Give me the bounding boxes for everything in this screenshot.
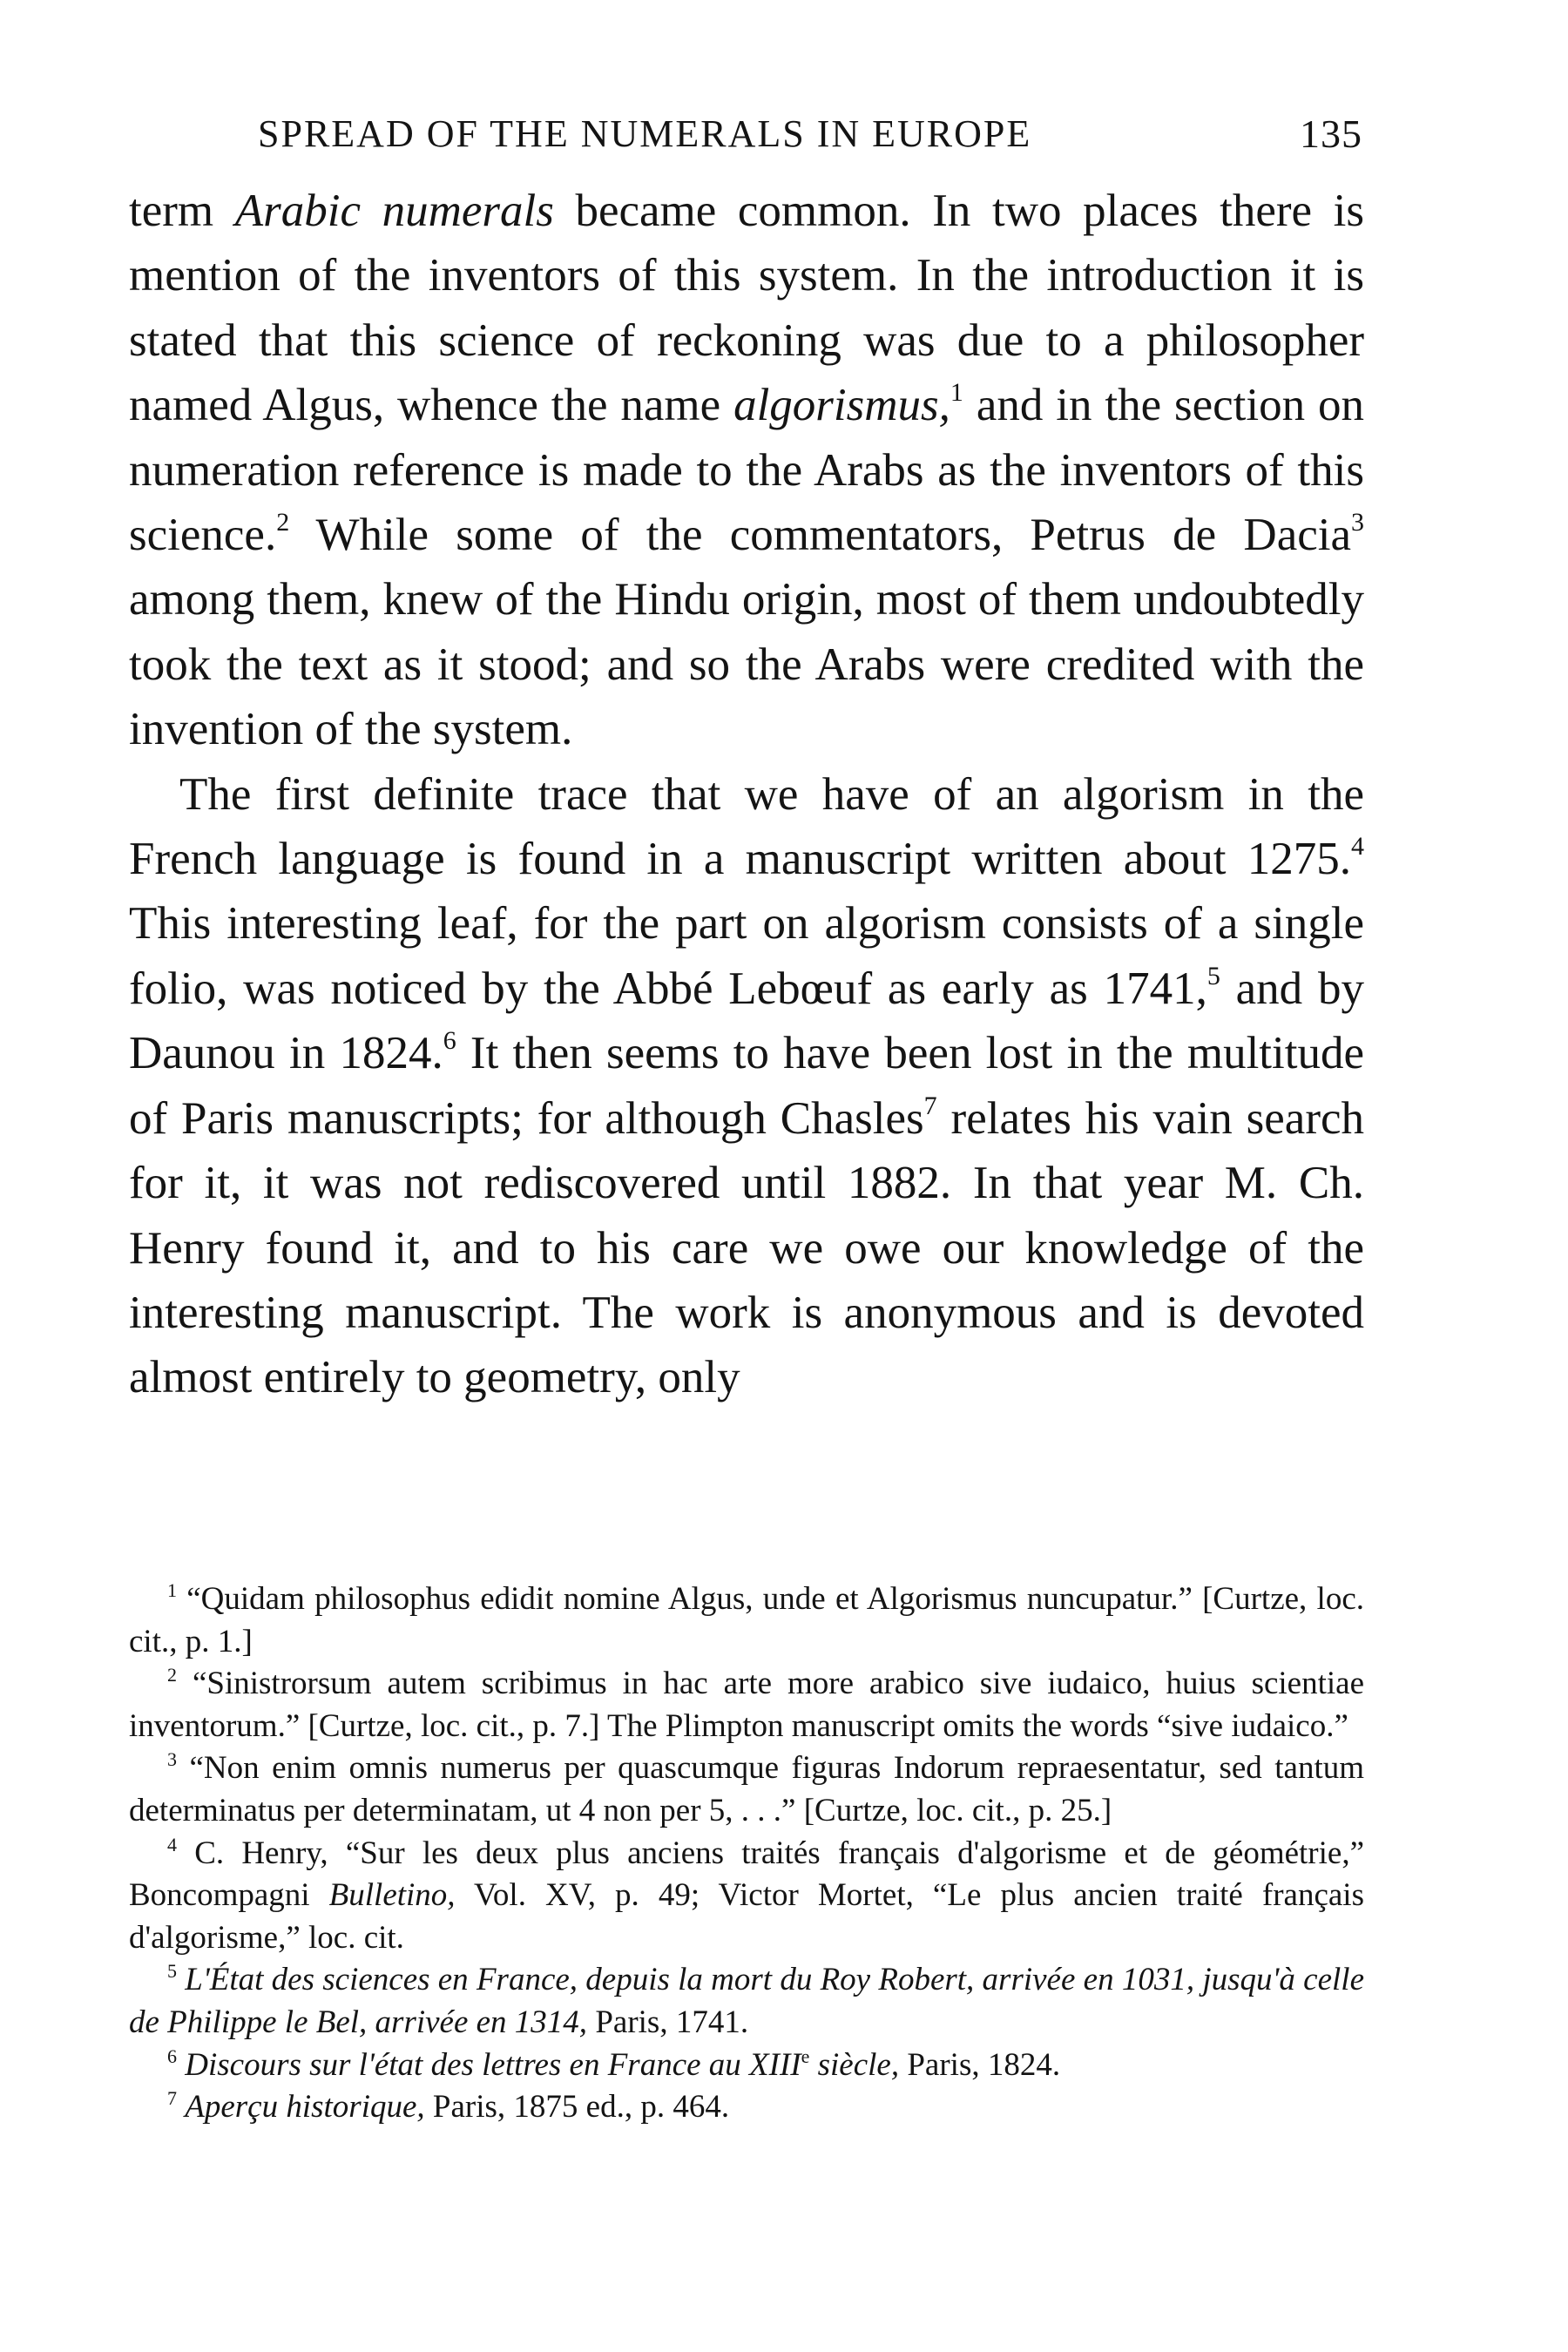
text-run: among them, knew of the Hindu origin, most of them undoubtedly took the text as it stood; and so the Arabs were credited with the invention of the system. <box>129 574 1364 755</box>
italic-run: algorismus, <box>733 380 950 431</box>
footnote-3 <box>129 1747 1364 1832</box>
footnotes <box>129 1578 1364 2129</box>
footnote-text: “Sinistrorsum autem scribimus in hac arte more arabico sive iudaico, huius scientiae inventorum.” [Curtze, loc. cit., p. 7.] The Plimpton manuscript omits the words “sive iudaico.” <box>129 1666 1365 1744</box>
footnote-ref-4[interactable]: 4 <box>1351 832 1364 862</box>
text-run: became common. In two places there is mention of the inventors of this system. In the introduction it is stated that this science of reckoning was due to a philosopher named Algus, whence the name <box>129 186 1365 431</box>
footnote-italic: L'État des sciences en France, depuis la mort du Roy Robert, arrivée en 1031, jusqu'à celle de Philippe le Bel, arrivée en 1314, <box>129 1962 1365 2040</box>
footnote-text: Vol. XV, p. 49; Victor Mortet, “Le plus ancien traité français d'algorisme,” loc. cit. <box>129 1877 1364 1956</box>
footnote-mark: 2 <box>167 1664 177 1686</box>
text-run: The first definite trace that we have of an algorism in the French language is found in a manuscript written about 1275. <box>129 768 1364 885</box>
footnote-mark: 4 <box>167 1833 177 1855</box>
italic-run: Arabic numerals <box>234 186 554 236</box>
footnote-ref-5[interactable]: 5 <box>1206 961 1220 990</box>
superscript-e: e <box>801 2044 810 2067</box>
footnote-italic: Bulletino, <box>328 1877 456 1914</box>
paragraph-1 <box>129 179 1364 762</box>
footnote-ref-3[interactable]: 3 <box>1351 508 1364 537</box>
footnote-ref-6[interactable]: 6 <box>443 1026 456 1056</box>
footnote-6 <box>129 2044 1364 2087</box>
paragraph-2 <box>129 762 1364 1410</box>
footnote-mark: 1 <box>167 1579 177 1601</box>
footnote-text: “Quidam philosophus edidit nomine Algus, unde et Algorismus nuncupatur.” [Curtze, loc. cit., p. 1.] <box>129 1581 1364 1659</box>
text-run: This interesting leaf, for the part on algorism consists of a single folio, was noticed by the Abbé Lebœuf as early as 1741, <box>129 898 1364 1014</box>
footnote-4 <box>129 1833 1364 1960</box>
footnote-text: “Non enim omnis numerus per quascumque figuras Indorum repraesentatur, sed tantum determinatus per determinatam, ut 4 non per 5, . . .” [Curtze, loc. cit., p. 25.] <box>129 1750 1365 1828</box>
footnote-7 <box>129 2086 1364 2129</box>
footnote-italic: Discours sur l'état des lettres en France au XIII <box>185 2046 801 2083</box>
footnote-ref-2[interactable]: 2 <box>276 508 290 537</box>
footnote-ref-1[interactable]: 1 <box>950 378 963 408</box>
text-run: term <box>129 186 235 236</box>
running-title: SPREAD OF THE NUMERALS IN EUROPE <box>258 112 1032 155</box>
footnote-5 <box>129 1959 1364 2044</box>
footnote-mark: 3 <box>167 1748 177 1771</box>
text-run: relates his vain search for it, it was not rediscovered until 1882. In that year M. Ch. Henry found it, and to his care we owe our knowledge of the interesting manuscript. The work is anonymous and is devoted almost entirely to geometry, only <box>129 1092 1364 1403</box>
running-head <box>258 103 1362 164</box>
footnote-1 <box>129 1578 1364 1663</box>
footnote-italic: Aperçu historique, <box>185 2089 425 2126</box>
footnote-mark: 5 <box>167 1960 177 1983</box>
text-run: and in the section on numeration reference is made to the Arabs as the inventors of this science. <box>129 380 1365 561</box>
footnote-text: Paris, 1741. <box>587 2004 749 2040</box>
footnote-ref-7[interactable]: 7 <box>923 1091 937 1120</box>
footnote-mark: 6 <box>167 2044 177 2067</box>
footnote-text: Paris, 1875 ed., p. 464. <box>424 2089 730 2126</box>
footnote-text: C. Henry, “Sur les deux plus anciens traités français d'algorisme et de géométrie,” Boncompagni <box>129 1835 1365 1914</box>
footnote-mark: 7 <box>167 2087 177 2110</box>
footnote-2 <box>129 1663 1364 1747</box>
page-number: 135 <box>1300 111 1362 156</box>
text-run: and by Daunou in 1824. <box>129 963 1364 1079</box>
text-run: While some of the commentators, Petrus de Dacia <box>289 510 1351 561</box>
main-text <box>129 179 1364 1410</box>
text-run: It then seems to have been lost in the multitude of Paris manuscripts; for although Chasles <box>129 1028 1364 1144</box>
footnote-text: Paris, 1824. <box>899 2046 1061 2083</box>
footnote-italic: siècle, <box>809 2046 900 2083</box>
